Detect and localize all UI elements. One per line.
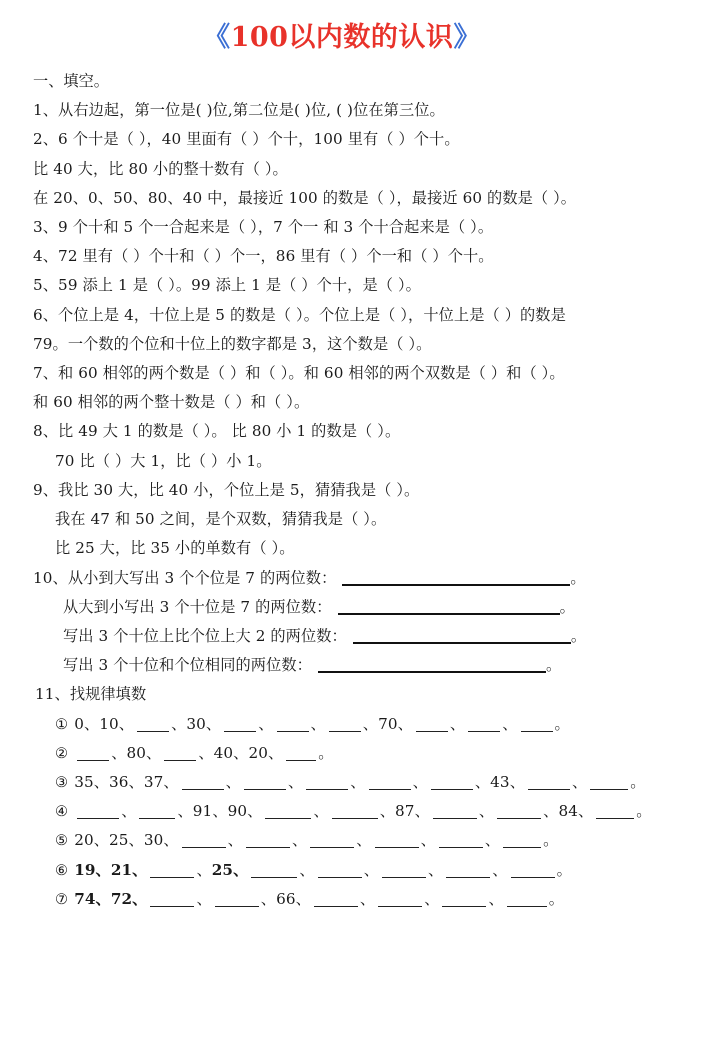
sequence-number: 80 xyxy=(126,743,147,762)
sequence-blank[interactable] xyxy=(277,731,309,732)
sequence-separator: 、 xyxy=(247,802,263,821)
title-close-bracket: 》 xyxy=(453,22,481,53)
sequence-blank[interactable] xyxy=(306,789,348,790)
sequence-separator: 、 xyxy=(313,802,329,821)
question-10 xyxy=(33,564,708,681)
sequence-blank[interactable] xyxy=(431,789,473,790)
sequence-separator: 、 xyxy=(196,889,212,908)
sequence-blank[interactable] xyxy=(507,906,547,907)
sequence-number: 19 xyxy=(74,860,96,879)
question-line-q4-1: 4、72 里有（ ）个十和（ ）个一，86 里有（ ）个一和（ ）个十。 xyxy=(33,247,494,266)
sentence-period: 。 xyxy=(636,802,652,821)
sequence-separator: 、 xyxy=(205,714,222,733)
sequence-blank[interactable] xyxy=(77,760,109,761)
question-10-label: 写出 3 个十位上比个位上大 2 的两位数： xyxy=(63,626,347,645)
answer-rule[interactable] xyxy=(353,642,571,644)
sequence-number: 43 xyxy=(490,772,510,791)
sequence-separator: 、 xyxy=(95,889,111,908)
sequence-row-5 xyxy=(33,826,708,855)
sentence-period: 。 xyxy=(570,568,586,587)
question-line-q8-1: 8、比 49 大 1 的数是（ ）。 比 80 小 1 的数是（ ）。 xyxy=(33,422,401,441)
sequence-separator: 、 xyxy=(163,772,179,791)
sequence-separator: 、 xyxy=(111,743,127,762)
sequence-separator: 、 xyxy=(291,831,308,850)
sequence-number: 84 xyxy=(558,802,578,821)
sequence-marker: ② xyxy=(55,744,69,762)
sequence-separator: 、 xyxy=(121,802,137,821)
sequence-number: 30 xyxy=(143,831,164,850)
sequence-separator: 、 xyxy=(350,772,366,791)
sequence-separator: 、 xyxy=(267,743,284,762)
sequence-separator: 、 xyxy=(287,772,304,791)
sentence-period: 。 xyxy=(554,714,570,733)
question-line-q7-2: 和 60 相邻的两个整十数是（ ）和（ ）。 xyxy=(33,393,310,412)
sequence-blank[interactable] xyxy=(182,789,224,790)
worksheet-body xyxy=(0,53,724,914)
sequence-blank[interactable] xyxy=(596,818,634,819)
sequence-marker: ③ xyxy=(55,773,69,791)
sequence-number: 74 xyxy=(74,889,96,908)
sequence-blank[interactable] xyxy=(164,760,196,761)
sequence-separator: 、 xyxy=(171,714,187,733)
sequence-marker: ① xyxy=(55,715,69,733)
sequence-blank[interactable] xyxy=(150,877,194,878)
sequence-blank[interactable] xyxy=(503,847,541,848)
answer-rule[interactable] xyxy=(338,613,560,615)
sequence-number: 30 xyxy=(186,714,206,733)
question-line-q2-2: 比 40 大，比 80 小的整十数有（ ）。 xyxy=(33,159,288,178)
sentence-period: 。 xyxy=(630,772,646,791)
sequence-blank[interactable] xyxy=(246,847,290,848)
sequence-separator: 、 xyxy=(163,831,179,850)
sequence-separator: 、 xyxy=(233,743,249,762)
sequence-blank[interactable] xyxy=(310,847,354,848)
sequence-separator: 、 xyxy=(492,860,508,879)
sequence-separator: 、 xyxy=(543,802,559,821)
sequence-separator: 、 xyxy=(93,831,110,850)
question-10-item-3 xyxy=(33,622,708,651)
sequence-row-4 xyxy=(33,797,708,826)
sequence-separator: 、 xyxy=(233,860,249,879)
question-line-q9-2: 我在 47 和 50 之间，是个双数，猜猜我是（ ）。 xyxy=(55,510,387,529)
sequence-row-7 xyxy=(33,885,708,914)
sequence-blank[interactable] xyxy=(511,877,555,878)
sequence-separator: 、 xyxy=(509,772,525,791)
sequence-blank[interactable] xyxy=(224,731,256,732)
sequence-separator: 、 xyxy=(177,802,193,821)
sequence-blank[interactable] xyxy=(318,877,362,878)
sequence-separator: 、 xyxy=(379,802,396,821)
sequence-separator: 、 xyxy=(362,714,379,733)
sequence-separator: 、 xyxy=(198,743,214,762)
sequence-blank[interactable] xyxy=(139,818,175,819)
sequence-blank[interactable] xyxy=(369,789,411,790)
sequence-blank[interactable] xyxy=(375,847,419,848)
sequence-separator: 、 xyxy=(397,714,413,733)
sentence-period: 。 xyxy=(318,743,334,762)
sequence-blank[interactable] xyxy=(329,731,361,732)
sequence-marker: ⑦ xyxy=(55,890,69,908)
sequence-separator: 、 xyxy=(118,714,135,733)
sequence-row-3 xyxy=(33,768,708,797)
question-line-q8-2: 70 比（ ）大 1，比（ ）小 1。 xyxy=(55,451,272,470)
sequence-separator: 、 xyxy=(212,802,228,821)
sequence-marker: ⑤ xyxy=(55,832,69,850)
question-10-item-2 xyxy=(33,593,708,622)
sequence-blank[interactable] xyxy=(286,760,316,761)
sequence-number: 35 xyxy=(74,772,94,791)
sequence-number: 20 xyxy=(248,743,268,762)
sequence-number: 10 xyxy=(99,714,119,733)
sequence-number: 72 xyxy=(110,889,133,908)
sequence-blank[interactable] xyxy=(150,906,194,907)
sentence-period: 。 xyxy=(570,626,587,645)
section-heading-fill-in-blanks: 一、填空。 xyxy=(33,72,109,91)
question-10-item-1 xyxy=(33,564,708,593)
sequence-blank[interactable] xyxy=(314,906,358,907)
sequence-row-6 xyxy=(33,856,708,885)
sequence-separator: 、 xyxy=(359,889,376,908)
sentence-period: 。 xyxy=(556,860,572,879)
sequence-blank[interactable] xyxy=(251,877,297,878)
sequence-blank[interactable] xyxy=(439,847,483,848)
question-10-label: 从小到大写出 3 个个位是 7 的两位数： xyxy=(67,568,337,587)
question-line-q6-1: 6、个位上是 4，十位上是 5 的数是（ ）。个位上是（ ），十位上是（ ）的数是 xyxy=(33,305,566,324)
sequence-blank[interactable] xyxy=(442,906,486,907)
sequence-separator: 、 xyxy=(412,772,428,791)
sequence-separator: 、 xyxy=(299,860,315,879)
sequence-blank[interactable] xyxy=(378,906,422,907)
sequence-separator: 、 xyxy=(93,772,110,791)
sequence-blank[interactable] xyxy=(215,906,259,907)
sequence-separator: 、 xyxy=(310,714,326,733)
question-line-q9-1: 9、我比 30 大，比 40 小，个位上是 5，猜猜我是（ ）。 xyxy=(33,480,420,499)
sequence-blank[interactable] xyxy=(521,731,553,732)
sequence-number: 0 xyxy=(74,714,84,733)
sentence-period: 。 xyxy=(543,831,559,850)
sequence-blank[interactable] xyxy=(382,877,426,878)
question-line-q5-1: 5、59 添上 1 是（ ）。99 添上 1 是（ ）个十，是（ ）。 xyxy=(33,276,421,295)
sequence-separator: 、 xyxy=(83,714,100,733)
sequence-number: 21 xyxy=(110,860,133,879)
question-line-q7-1: 7、和 60 相邻的两个数是（ ）和（ ）。和 60 相邻的两个双数是（ ）和（ ）。 xyxy=(33,364,565,383)
answer-rule[interactable] xyxy=(318,671,546,673)
sequence-separator: 、 xyxy=(258,714,274,733)
question-line-q2-1: 2、6 个十是（ ），40 里面有（ ）个十，100 里有（ ）个十。 xyxy=(33,130,460,149)
worksheet-page xyxy=(0,22,724,1046)
sequence-separator: 、 xyxy=(260,889,277,908)
sequence-blank[interactable] xyxy=(244,789,286,790)
sequence-number: 90 xyxy=(227,802,248,821)
question-10-label: 写出 3 个十位和个位相同的两位数： xyxy=(63,656,312,675)
sequence-number: 66 xyxy=(276,889,296,908)
questions-container xyxy=(33,96,708,563)
sequence-blank[interactable] xyxy=(77,818,119,819)
question-line-q9-3: 比 25 大，比 35 小的单数有（ ）。 xyxy=(55,539,295,558)
sequence-blank[interactable] xyxy=(468,731,500,732)
sequence-separator: 、 xyxy=(128,772,144,791)
sequence-separator: 、 xyxy=(295,889,311,908)
sentence-period: 。 xyxy=(548,889,565,908)
sequence-number: 91 xyxy=(192,802,213,821)
sequence-separator: 、 xyxy=(95,860,111,879)
sequence-separator: 、 xyxy=(474,772,491,791)
sequence-number: 36 xyxy=(109,772,129,791)
sequence-blank[interactable] xyxy=(265,818,311,819)
sequence-blank[interactable] xyxy=(182,847,226,848)
question-11-rows xyxy=(33,710,708,914)
sequence-blank[interactable] xyxy=(416,731,448,732)
sequence-separator: 、 xyxy=(225,772,241,791)
sequence-number: 25 xyxy=(109,831,129,850)
sequence-separator: 、 xyxy=(424,889,440,908)
sequence-blank[interactable] xyxy=(332,818,378,819)
sequence-separator: 、 xyxy=(484,831,501,850)
sequence-separator: 、 xyxy=(449,714,466,733)
sequence-separator: 、 xyxy=(227,831,243,850)
title-text: 100以内数的认识 xyxy=(230,22,454,53)
sequence-separator: 、 xyxy=(356,831,372,850)
sequence-separator: 、 xyxy=(132,889,148,908)
question-line-q2-3: 在 20、0、50、80、40 中，最接近 100 的数是（ ），最接近 60 的数是（ ）。 xyxy=(33,188,577,207)
sequence-separator: 、 xyxy=(502,714,518,733)
sequence-separator: 、 xyxy=(196,860,212,879)
sequence-number: 25 xyxy=(211,860,234,879)
question-11-heading: 11、找规律填数 xyxy=(35,685,147,704)
sequence-separator: 、 xyxy=(414,802,430,821)
sequence-separator: 、 xyxy=(146,743,162,762)
sentence-period: 。 xyxy=(559,597,575,616)
question-10-item-4 xyxy=(33,651,708,680)
sequence-separator: 、 xyxy=(420,831,436,850)
page-title xyxy=(0,22,724,53)
sequence-number: 87 xyxy=(395,802,415,821)
sequence-blank[interactable] xyxy=(590,789,628,790)
question-line-q3-1: 3、9 个十和 5 个一合起来是（ ），7 个一 和 3 个十合起来是（ ）。 xyxy=(33,218,494,237)
sequence-number: 20 xyxy=(74,831,94,850)
sequence-separator: 、 xyxy=(428,860,444,879)
answer-rule[interactable] xyxy=(342,584,570,586)
question-10-number: 10、 xyxy=(33,568,68,587)
sequence-blank[interactable] xyxy=(433,818,477,819)
sequence-marker: ④ xyxy=(55,803,69,821)
sequence-separator: 、 xyxy=(577,802,594,821)
sequence-separator: 、 xyxy=(478,802,495,821)
sequence-separator: 、 xyxy=(363,860,379,879)
question-10-label: 从大到小写出 3 个十位是 7 的两位数： xyxy=(63,597,332,616)
sequence-number: 37 xyxy=(143,772,164,791)
sequence-marker: ⑥ xyxy=(55,861,69,879)
sentence-period: 。 xyxy=(545,656,562,675)
title-open-bracket: 《 xyxy=(203,22,231,53)
question-line-q6-2: 79。一个数的个位和十位上的数字都是 3，这个数是（ ）。 xyxy=(33,334,432,353)
sequence-row-1 xyxy=(33,710,708,739)
sequence-blank[interactable] xyxy=(528,789,570,790)
sequence-separator: 、 xyxy=(128,831,144,850)
sequence-separator: 、 xyxy=(571,772,588,791)
sequence-separator: 、 xyxy=(132,860,148,879)
sequence-blank[interactable] xyxy=(497,818,541,819)
question-line-q1-1: 1、从右边起，第一位是( )位,第二位是( )位, ( )位在第三位。 xyxy=(33,101,445,120)
sequence-row-2 xyxy=(33,739,708,768)
sequence-separator: 、 xyxy=(488,889,504,908)
sequence-number: 40 xyxy=(213,743,234,762)
sequence-number: 70 xyxy=(378,714,398,733)
sequence-blank[interactable] xyxy=(446,877,490,878)
sequence-blank[interactable] xyxy=(137,731,169,732)
